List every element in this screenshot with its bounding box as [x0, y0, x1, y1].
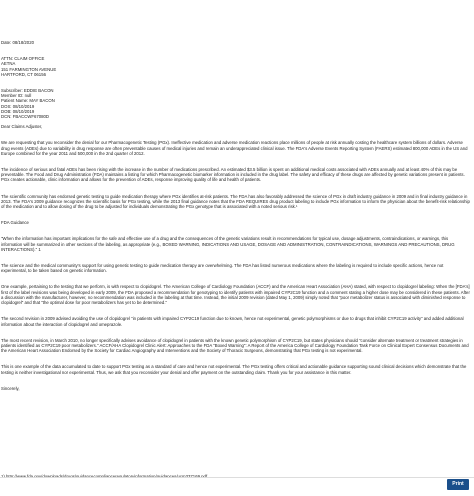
patient-info-line: DOB: 08/10/2019 [1, 108, 35, 114]
patient-info-line: DOS: 08/10/2019 [1, 103, 35, 109]
recipient-line: AETNA [1, 61, 16, 67]
body-paragraph: The scientific community has endorsed genetic testing to guide medication therapy where PGx identifies at-risk patients. The FDA has also favorably addressed the science of PGx in draft industry guidance in 2009 and in final industry guidance in 2013. The FDA's 2009 guidance recognizes the scientific basis for PGx testing, while the 2013 final guidance notes that the FDA REQUIRES drug product labeling to include PGx information to inform the physician about the benefit-risk relationship of the medication and to allow dosing of the drug to be adjusted for individuals demonstrating the PGx genotype that is associated with a noted serious risk.¹ [1, 193, 470, 210]
patient-info-line: Member ID: null [1, 93, 32, 99]
body-paragraph: The second revision in 2009 advised avoiding the use of clopidogrel "in patients with impaired CYP2C19 function due to known, hence not experimental, genetic polymorphisms or due to drugs that inhibit CYP2C19 activity" and added additional information about the interaction of clopidogrel and omeprazole. [1, 316, 464, 327]
body-paragraph: The most recent revision, in March 2010, no longer specifically advises avoidance of clopidogrel in patients with the known genetic polymorphism of CYP2C19, but states physicians should "consider alternate treatment or treatment strategies in patients identified as CYP2C19 poor metabolizers." ACCF/AHA Clopidogrel Clinic Alert: Approaches to the FDA "Boxed Warning": A Report of the America College of Cardiology Foundation Task Force on Clinical Expert Consensus Documents and the American Heart Association Endorsed by the Society for Cardiac Angiography and Interventions and the Society of Thoracic Surgeons, demonstrating that PGx testing is not experimental. [1, 337, 469, 354]
salutation: Dear Claims Adjuster, [1, 124, 43, 130]
letter-date: Date: 08/18/2020 [1, 40, 34, 45]
body-paragraph: This is one example of the data accumulated to date to support PGx testing as a standard of care and hence not experimental. The PGx testing offers critical and actionable guidance supporting sound clinical decisions which demonstrate that the testing is neither investigational nor experimental. Thus, we ask that you reconsider your denial and offer payment on the outstanding claim. Thank you for your assistance in this matter. [1, 364, 467, 375]
action-bar [0, 477, 474, 496]
section-heading: FDA Guidance [1, 220, 29, 226]
body-paragraph: The incidence of serious and fatal ADEs has been rising with the increase in the number of medications prescribed. An estimated $3.5 billion is spent on additional medical costs associated with ADEs annually and at least 40% of this may be preventable. The Food and Drug Administration (FDA) maintains a listing for which Pharmacogenetic biomarker information is included in the drug label. The safety and efficacy of these drugs are affected by genetic variations present in patients. PGx creates actionable, clinic information and allows for the prevention of ADEs, response improving quality of life and health of patients. [1, 167, 465, 183]
closing: Sincerely, [1, 385, 20, 391]
patient-info-line: Subscriber: EDDIE BACON [1, 88, 54, 94]
recipient-line: 151 FARMINGTON AVENUE [1, 66, 57, 72]
patient-info-line: DCN: FBACCWF67080D [1, 114, 49, 120]
body-paragraph: The science and the medical community's support for using genetic testing to guide medication therapy are overwhelming. The FDA has listed numerous medications where the labeling is required to include specific actions, hence not experimental, to be taken based on genetic information. [1, 263, 444, 274]
print-button[interactable]: Print [447, 479, 469, 490]
patient-info-line: Patient Name: MAY BACON [1, 98, 55, 104]
body-paragraph: One example, pertaining to the testing that we perform, is with respect to clopidogrel. The American College of Cardiology Foundation (ACCF) and the American Heart Association (AHA) stated, with respect to clopidogrel labeling: When the [FDA's] first of the label revisions was being developed in early 2009, the FDA proposed a recommendation for genotyping to identify patients with impaired CYP2C19 function and a comment stating a higher dose may be considered in these patients. After a discussion with the manufacturer, however, no recommendation was included in the labeling at that time. Instead, the initial 2009 revision (dated May 1, 2009) simply noted that "poor metabolizer status is associated with diminished response to clopidogrel" and that "the optimal dose for poor metabolizers has yet to be determined." [1, 284, 470, 306]
body-paragraph: We are requesting that you reconsider the denial for our Pharmacogenetic Testing (PGx). Ineffective medication and adverse medication reactions place millions of people at risk annually costing the healthcare system billions of dollars. Adverse drug events (ADEs) due to variability in drug response are often preventable causes of medical injuries and remain an underappreciated clinical issue. The FDA's Adverse Events Reporting System (FAERS) estimated 800,000 ADEs in the US and Europe combined for the year 2011 and 500,000 in the 2nd quarter of 2012. [1, 140, 468, 156]
recipient-line: HARTFORD, CT 06156 [1, 71, 46, 77]
recipient-line: ATTN: CLAIM OFFICE [1, 56, 45, 62]
recipient-address [1, 56, 470, 77]
appeal-letter [0, 40, 470, 396]
patient-info [1, 88, 470, 119]
body-paragraph: "When the information has important implications for the safe and effective use of a drug and the consequences of the genetic variations result in recommendations for typical use, dosage adjustments, contraindications, or warnings, this information will be summarized in other sections of the labeling, as appropriate (e.g., BOXED WARNING, INDICATIONS AND USAGE, DOSAGE AND ADMINISTRATION, CONTRAINDICATIONS, WARNINGS AND PRECAUTIONS, DRUG INTERACTIONS)." 1 [1, 236, 455, 252]
